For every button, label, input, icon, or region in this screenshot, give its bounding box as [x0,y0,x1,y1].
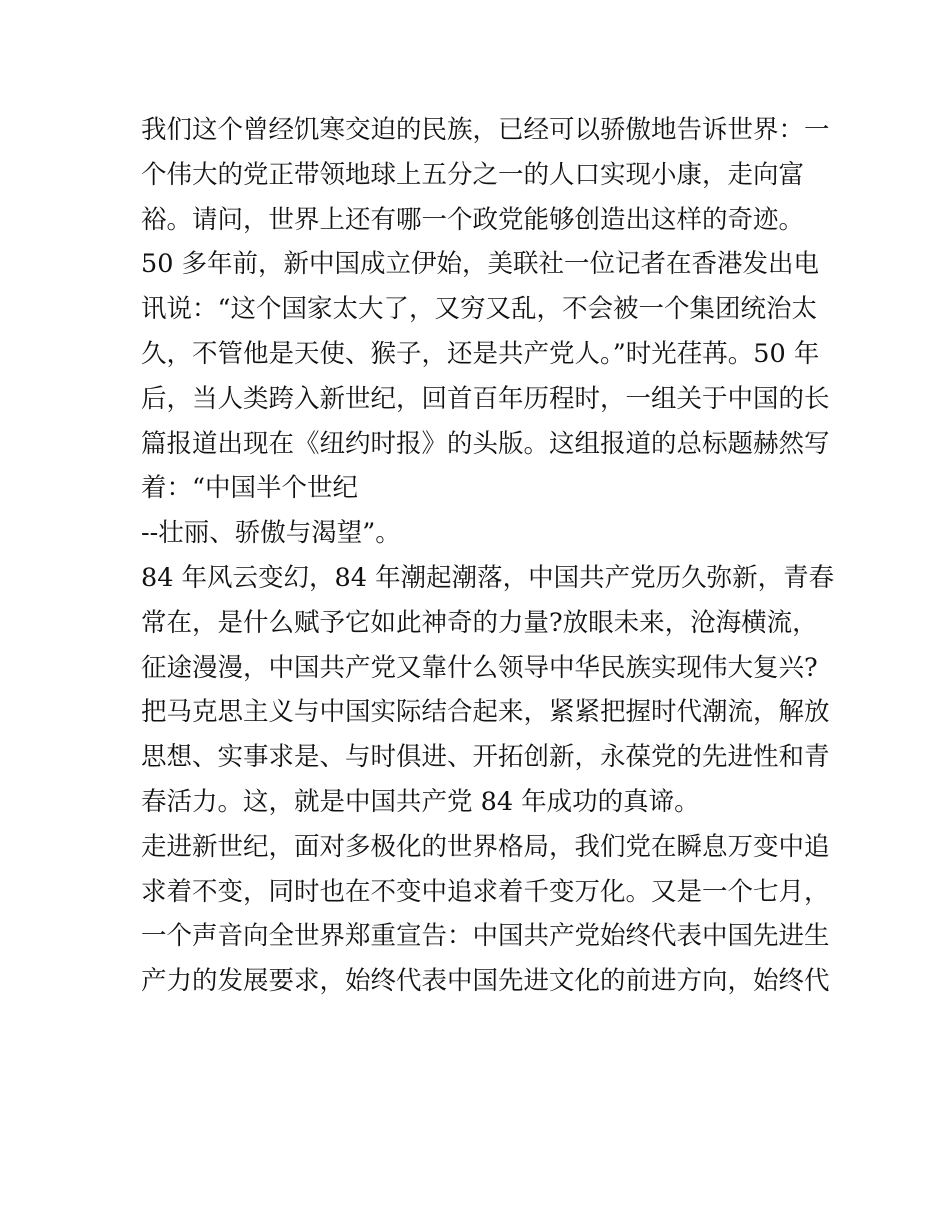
text-line: 求着不变，同时也在不变中追求着千变万化。又是一个七月， [141,876,830,907]
text-line: 篇报道出现在《纽约时报》的头版。这组报道的总标题赫然写 [141,428,830,459]
body-text [141,108,835,1004]
text-line: 久，不管他是天使、猴子，还是共产党人。”时光荏苒。50 年 [141,338,820,369]
text-line: 产力的发展要求，始终代表中国先进文化的前进方向，始终代 [141,966,830,997]
text-line: 50 多年前，新中国成立伊始，美联社一位记者在香港发出电 [141,249,820,280]
text-line: 裕。请问，世界上还有哪一个政党能够创造出这样的奇迹。 [141,204,805,235]
text-line: 个伟大的党正带领地球上五分之一的人口实现小康，走向富 [141,159,805,190]
text-line: 把马克思主义与中国实际结合起来，紧紧把握时代潮流，解放 [141,697,830,728]
text-line: 后，当人类跨入新世纪，回首百年历程时，一组关于中国的长 [141,383,830,414]
text-line: 征途漫漫，中国共产党又靠什么领导中华民族实现伟大复兴? [141,652,818,683]
text-line: 走进新世纪，面对多极化的世界格局，我们党在瞬息万变中追 [141,831,830,862]
text-line: 春活力。这，就是中国共产党 84 年成功的真谛。 [141,786,700,817]
text-line: 讯说：“这个国家太大了，又穷又乱，不会被一个集团统治太 [141,294,818,325]
text-line: 一个声音向全世界郑重宣告：中国共产党始终代表中国先进生 [141,921,830,952]
text-line: 思想、实事求是、与时俱进、开拓创新，永葆党的先进性和青 [141,742,830,773]
text-line: 我们这个曾经饥寒交迫的民族，已经可以骄傲地告诉世界：一 [141,115,830,145]
text-line: 84 年风云变幻，84 年潮起潮落，中国共产党历久弥新，青春 [141,562,835,593]
text-line: 着：“中国半个世纪 [141,473,359,504]
text-line: 常在，是什么赋予它如此神奇的力量?放眼未来，沧海横流， [141,607,818,638]
text-line: --壮丽、骄傲与渴望”。 [141,518,401,549]
